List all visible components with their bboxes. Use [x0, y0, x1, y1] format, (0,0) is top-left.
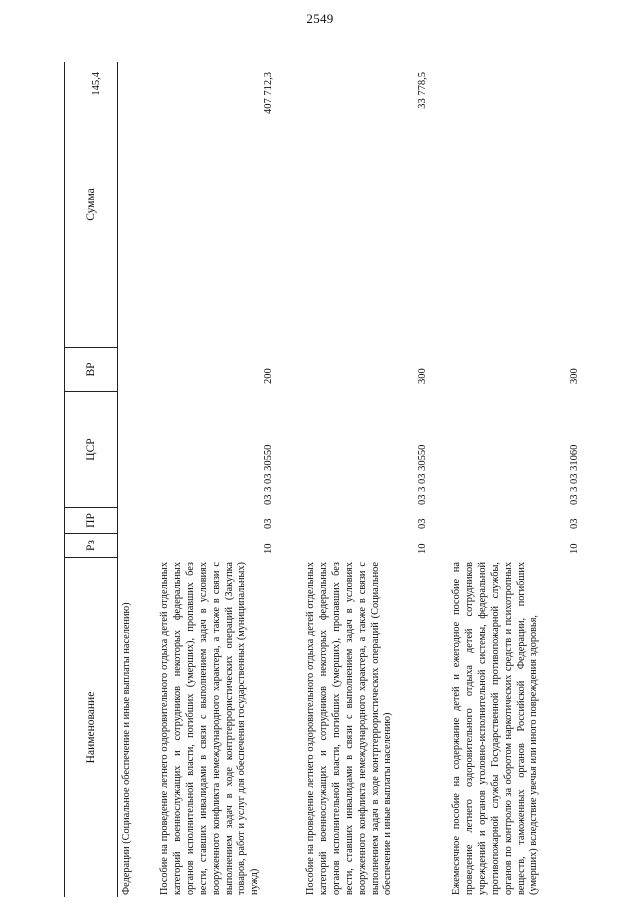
row-sum: 33 778,5: [417, 72, 428, 109]
row-sum: 145,4: [91, 72, 102, 96]
row-csr: 03 3 03 30550: [263, 444, 274, 505]
table-row: [305, 62, 465, 897]
row-csr: 03 3 03 30550: [417, 444, 428, 505]
header-sum: Сумма: [85, 188, 97, 221]
row-rz: 10: [417, 543, 428, 554]
header-rz: Рз: [65, 533, 117, 557]
table-row: [451, 62, 584, 897]
row-sum: 407 712,3: [263, 72, 274, 114]
row-name: Пособие на проведение летнего оздоровительного отдыха детей отдельных категорий военнослужащих и сотрудников некоторых федеральных органов исполнительной власти, погибших (умерших), пропавших без вести, ставших инвалидами в связи с выполнением задач в условиях вооруженного конфликта немеждународного характера, а также в связи с выполнением задач в ходе контртеррористических операций (Закупка товаров, работ и услуг для обеспечения государственных (муниципальных) нужд): [159, 562, 261, 895]
row-vr: 300: [569, 368, 580, 384]
header-name: Наименование: [65, 557, 117, 897]
header-pr: ПР: [65, 507, 117, 533]
row-pr: 03: [417, 518, 428, 529]
row-rz: 10: [569, 543, 580, 554]
header-csr: ЦСР: [65, 391, 117, 507]
page-number: 2549: [306, 11, 334, 26]
row-name: Пособие на проведение летнего оздоровительного отдыха детей отдельных категорий военнослужащих и сотрудников некоторых федеральных органов исполнительной власти, погибших (умерших), пропавших без вести, ставших инвалидами в связи с выполнением задач в условиях вооруженного конфликта немеждународного характера, а также в связи с выполнением задач в ходе контртеррористических операций (Социальное обеспечение и иные выплаты населению): [305, 562, 394, 895]
row-vr: 300: [417, 368, 428, 384]
row-csr: 03 3 03 31060: [569, 444, 580, 505]
budget-table: [64, 62, 584, 897]
row-rz: 10: [263, 543, 274, 554]
row-vr: 200: [263, 368, 274, 384]
row-pr: 03: [263, 518, 274, 529]
rotated-page-area: [64, 62, 584, 897]
table-header: [65, 62, 118, 897]
row-pr: 03: [569, 518, 580, 529]
row-name: Федерации (Социальное обеспечение и иные выплаты населению): [121, 602, 132, 895]
row-name: Ежемесячное пособие на содержание детей и ежегодное пособие на проведение летнего оздоровительного отдыха детей сотрудников учреждений и органов уголовно-исполнительной системы, федеральной противопожарной службы Государственной противопожарной службы, органов по контролю за оборотом наркотических средств и психотропных веществ, таможенных органов Российской Федерации, погибших (умерших) вследствие увечья или иного повреждения здоровья,: [451, 562, 540, 895]
header-vr: ВР: [65, 347, 117, 391]
